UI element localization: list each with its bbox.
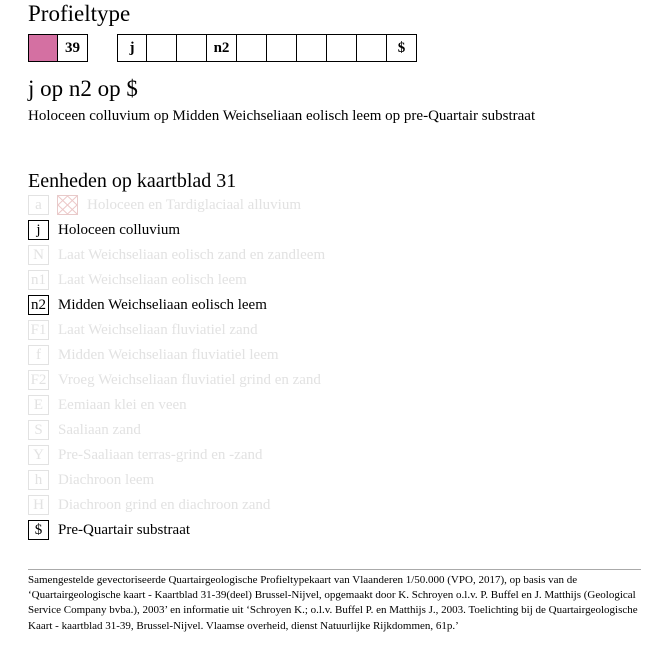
- unit-code: F1: [28, 320, 49, 340]
- unit-name: Midden Weichseliaan fluviatiel leem: [58, 347, 279, 363]
- unit-row: [28, 519, 190, 541]
- unit-row: [28, 394, 187, 416]
- unit-code: h: [28, 470, 49, 490]
- unit-code: N: [28, 245, 49, 265]
- unit-code: f: [28, 345, 49, 365]
- unit-name: Pre-Saaliaan terras-grind en -zand: [58, 447, 263, 463]
- page-title: Profieltype: [28, 1, 131, 26]
- unit-code: H: [28, 495, 49, 515]
- unit-name: Eemiaan klei en veen: [58, 397, 187, 413]
- unit-row: [28, 369, 321, 391]
- unit-name: Diachroon grind en diachroon zand: [58, 497, 271, 513]
- layer-cell: [297, 34, 327, 62]
- unit-name: Laat Weichseliaan eolisch zand en zandleem: [58, 247, 326, 263]
- profile-description: Holoceen colluvium op Midden Weichseliaan eolisch leem op pre-Quartair substraat: [28, 108, 536, 124]
- unit-row: [28, 244, 325, 266]
- unit-code: a: [28, 195, 49, 215]
- unit-name: Pre-Quartair substraat: [58, 522, 191, 538]
- unit-row: [28, 419, 141, 441]
- layer-cell: [327, 34, 357, 62]
- profile-color-swatch: [28, 34, 58, 62]
- unit-row: [28, 269, 247, 291]
- units-heading: Eenheden op kaartblad 31: [28, 170, 237, 192]
- layer-cell: n2: [207, 34, 237, 62]
- layer-cell: [237, 34, 267, 62]
- layer-cell: j: [117, 34, 147, 62]
- unit-row: [28, 294, 267, 316]
- footer-divider: [28, 569, 641, 570]
- unit-name: Midden Weichseliaan eolisch leem: [58, 297, 267, 313]
- unit-code: n1: [28, 270, 49, 290]
- layer-cell: $: [387, 34, 417, 62]
- unit-name: Holoceen colluvium: [58, 222, 181, 238]
- unit-row: [28, 344, 279, 366]
- unit-code: E: [28, 395, 49, 415]
- layer-cell: [267, 34, 297, 62]
- sheet-number-cell: 39: [58, 34, 88, 62]
- unit-row: [28, 194, 301, 216]
- hatched-swatch-icon: [57, 195, 78, 215]
- layer-cell: [147, 34, 177, 62]
- profile-code: j op n2 op $: [28, 76, 138, 101]
- source-citation: Samengestelde gevectoriseerde Quartairgeologische Profieltypekaart van Vlaanderen 1/50.000 (VPO, 2017), op basis van de ‘Quartairgeologische kaart - Kaartblad 31-39(deel) Brussel-Nijvel, opgemaakt door K. Schroyen o.l.v. P. Buffel en J. Matthijs (Geological Service Company bvba.), 2003’ en informatie uit ‘Schroyen K.; o.l.v. Buffel P. en Matthijs J., 2003. Toelichting bij de Quartairgeologische Kaart - kaartblad 31-39, Brussel-Nijvel. Vlaamse overheid, dienst Natuurlijke Rijkdommen, 61p.’: [28, 574, 638, 632]
- unit-row: [28, 319, 258, 341]
- unit-name: Laat Weichseliaan eolisch leem: [58, 272, 247, 288]
- layer-cell: [177, 34, 207, 62]
- unit-row: [28, 469, 154, 491]
- unit-code: Y: [28, 445, 49, 465]
- unit-code: n2: [28, 295, 49, 315]
- unit-code: j: [28, 220, 49, 240]
- unit-row: [28, 494, 270, 516]
- unit-code: $: [28, 520, 49, 540]
- layer-cell: [357, 34, 387, 62]
- unit-name: Laat Weichseliaan fluviatiel zand: [58, 322, 258, 338]
- unit-name: Saaliaan zand: [58, 422, 141, 438]
- unit-code: F2: [28, 370, 49, 390]
- unit-row: [28, 219, 180, 241]
- unit-name: Vroeg Weichseliaan fluviatiel grind en zand: [58, 372, 321, 388]
- unit-row: [28, 444, 263, 466]
- unit-code: S: [28, 420, 49, 440]
- unit-name: Diachroon leem: [58, 472, 155, 488]
- unit-name: Holoceen en Tardiglaciaal alluvium: [87, 197, 302, 213]
